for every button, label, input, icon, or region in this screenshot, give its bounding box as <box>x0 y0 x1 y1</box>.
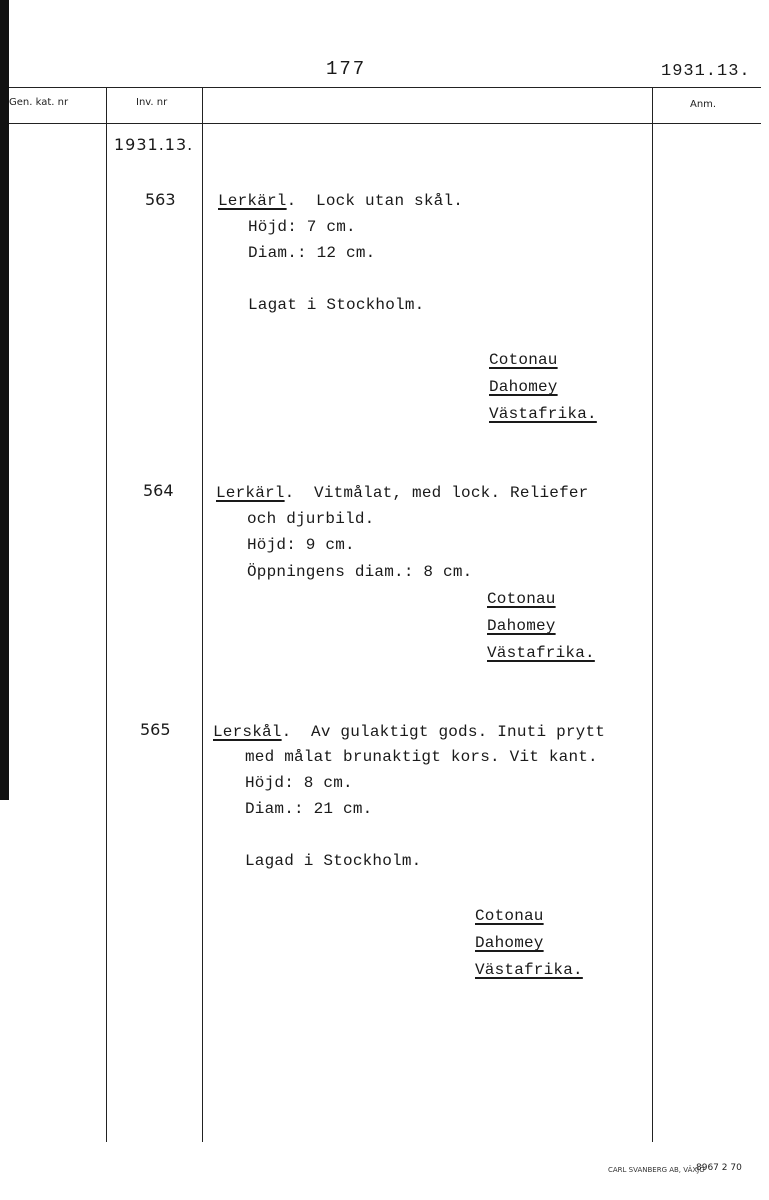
entry-heading: Lerkärl. Lock utan skål. <box>218 192 464 210</box>
entry-line: Diam.: 21 cm. <box>245 800 373 818</box>
object-description: Lock utan skål. <box>316 192 464 210</box>
object-description: Vitmålat, med lock. Reliefer <box>314 484 589 502</box>
origin-place: Cotonau <box>487 590 556 608</box>
column-header-gen-kat: Gen. kat. nr <box>9 97 69 108</box>
entry-line: Höjd: 9 cm. <box>247 536 355 554</box>
inventory-number: 564 <box>143 481 174 500</box>
object-title: Lerkärl <box>218 192 287 210</box>
entry-line: Höjd: 8 cm. <box>245 774 353 792</box>
header-bottom-rule <box>9 123 761 124</box>
origin-region: Dahomey <box>487 617 556 635</box>
object-title: Lerskål <box>213 723 282 741</box>
origin-place: Cotonau <box>475 907 544 925</box>
entry-heading: Lerskål. Av gulaktigt gods. Inuti prytt <box>213 723 606 741</box>
column-header-anm: Anm. <box>690 99 717 110</box>
origin-region: Dahomey <box>475 934 544 952</box>
entry-line: och djurbild. <box>247 510 375 528</box>
form-number: 8967 2 70 <box>696 1163 742 1173</box>
entry-line: Lagat i Stockholm. <box>248 296 425 314</box>
object-description: Av gulaktigt gods. Inuti prytt <box>311 723 606 741</box>
origin-continent: Västafrika. <box>487 644 595 662</box>
page-number: 177 <box>326 58 367 80</box>
column-header-inv: Inv. nr <box>136 97 168 108</box>
entry-line: med målat brunaktigt kors. Vit kant. <box>245 748 598 766</box>
entry-heading: Lerkärl. Vitmålat, med lock. Reliefer <box>216 484 589 502</box>
origin-place: Cotonau <box>489 351 558 369</box>
section-year: 1931.13. <box>114 135 194 154</box>
header-top-rule <box>9 87 761 88</box>
object-title: Lerkärl <box>216 484 285 502</box>
binding-edge <box>0 0 9 800</box>
entry-line: Diam.: 12 cm. <box>248 244 376 262</box>
column-rule-text-anm <box>652 87 653 1142</box>
entry-line: Öppningens diam.: 8 cm. <box>247 563 473 581</box>
inventory-number: 563 <box>145 190 176 209</box>
origin-continent: Västafrika. <box>489 405 597 423</box>
entry-line: Höjd: 7 cm. <box>248 218 356 236</box>
origin-region: Dahomey <box>489 378 558 396</box>
column-rule-gen-inv <box>106 87 107 1142</box>
header-year-code: 1931.13. <box>661 62 751 81</box>
inventory-number: 565 <box>140 720 171 739</box>
printer-imprint: CARL SVANBERG AB, VÄXJÖ <box>608 1166 705 1174</box>
entry-line: Lagad i Stockholm. <box>245 852 422 870</box>
column-rule-inv-text <box>202 87 203 1142</box>
origin-continent: Västafrika. <box>475 961 583 979</box>
